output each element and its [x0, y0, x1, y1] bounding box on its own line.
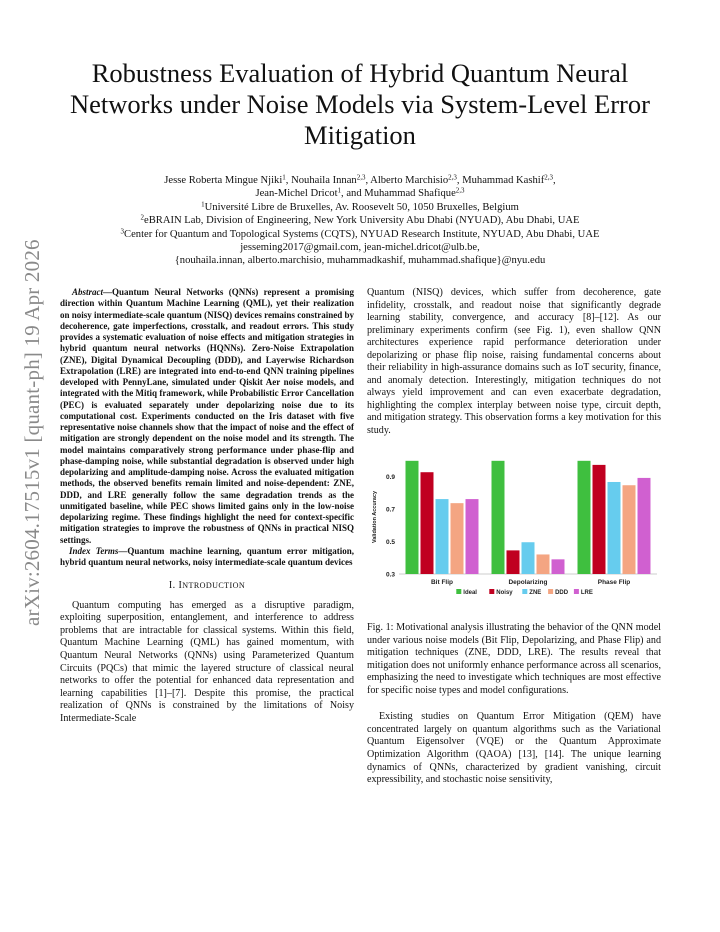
affiliation-text: Université Libre de Bruxelles, Av. Roosevelt 50, 1050 Bruxelles, Belgium — [204, 201, 519, 213]
affiliation-1 — [60, 201, 660, 214]
bar-noisy-phase-flip — [593, 464, 606, 573]
author-name: , Alberto Marchisio — [365, 175, 449, 186]
author-sup: 2,3 — [544, 173, 554, 182]
x-category-label: Phase Flip — [597, 578, 631, 586]
x-category-label: Bit Flip — [430, 578, 454, 586]
bar-ddd-depolarizing — [537, 554, 550, 574]
legend-swatch-noisy — [489, 589, 494, 594]
y-tick-label: 0.7 — [385, 505, 395, 513]
bar-chart — [367, 452, 661, 610]
arxiv-stamp: arXiv:2604.17515v1 [quant-ph] 19 Apr 2026 — [20, 239, 44, 626]
legend-swatch-ddd — [548, 589, 553, 594]
y-tick-label: 0.9 — [385, 473, 395, 481]
bar-zne-depolarizing — [522, 542, 535, 574]
section-numeral: I. — [168, 580, 179, 592]
y-axis-label: Validation Accuracy — [372, 490, 378, 543]
abstract — [60, 287, 354, 546]
section-heading-introduction — [60, 580, 354, 593]
figure-1-caption: Fig. 1: Motivational analysis illustrating the behavior of the QNN model under various noise models (Bit Flip, Depolarizing, and Phase Flip) and mitigation techniques (ZNE, DDD, LRE). The results reveal that mitigation does not uniformly enhance performance across all scenarios, emphasizing the need to investigate which techniques are most effective for specific noise types and model configurations. — [367, 622, 661, 696]
bar-noisy-depolarizing — [507, 550, 520, 574]
y-tick-label: 0.3 — [385, 571, 395, 579]
x-category-label: Depolarizing — [508, 578, 548, 586]
author-sup: 2,3 — [448, 173, 457, 182]
affiliation-text: eBRAIN Lab, Division of Engineering, New York University Abu Dhabi (NYUAD), Abu Dhabi, UAE — [144, 215, 580, 227]
author-line-1 — [60, 174, 660, 187]
bar-lre-depolarizing — [552, 559, 565, 574]
left-column — [60, 287, 354, 725]
intro-paragraph-1: Quantum computing has emerged as a disruptive paradigm, exploiting superposition, entanglement, and interference to address problems that are intractable for classical systems. Within this field, Quantum Machine Learning (QML) has gained momentum, with Quantum Neural Networks (QNNs) using Parameterized Quantum Circuits (PQCs) that mimic the layered structure of classical neural networks to offer the potential for enhanced data representation and learning capabilities [1]–[7]. Despite this promise, the practical realization of QNNs is constrained by the limitations of Noisy Intermediate-Scale — [60, 599, 354, 724]
bar-lre-bit-flip — [466, 499, 479, 574]
legend-swatch-zne — [522, 589, 527, 594]
abstract-text: —Quantum Neural Networks (QNNs) represent a promising direction within Quantum Machine Learning (QML), yet their realization on noisy intermediate-scale quantum (NISQ) devices remains constrained by decoherence, gate imperfections, crosstalk, and readout errors. This study provides a systematic evaluation of noise effects and mitigation strategies in hybrid quantum neural networks (HQNNs). Zero-Noise Extrapolation (ZNE), Digital Dynamical Decoupling (DDD), and Layerwise Richardson Extrapolation (LRE) are integrated into end-to-end QNN training pipelines developed with PennyLane, simulated under Qiskit Aer noise models, and integrated with the Mitiq framework, while Probabilistic Error Cancellation (PEC) is evaluated separately under depolarizing noise due to its computational cost. Experiments conducted on the Iris dataset with five representative noise channels show that the impact of noise and the effect of mitigation are strongly dependent on the noise model and its strength. The model maintains comparatively strong performance under phase-flip and phase-damping noise, while substantial degradation is observed under high depolarizing and amplitude-damping noise. Across the evaluated mitigation methods, the observed benefits remain limited and noise-dependent: ZNE, DDD, and LRE generally follow the same degradation trends as the unmitigated baseline, while PEC shows limited gains only in the low-noise depolarizing regime. These findings highlight the need for context-specific mitigation strategies to improve the robustness of QNNs in practical NISQ settings. — [60, 287, 354, 545]
affiliation-sup: 3 — [120, 227, 125, 236]
affiliation-text: Center for Quantum and Topological Systems (CQTS), NYUAD Research Institute, NYUAD, Abu Dhabi, UAE — [124, 228, 600, 240]
legend-label-lre: LRE — [580, 589, 593, 596]
bar-ddd-bit-flip — [451, 503, 464, 574]
author-name: Jean-Michel Dricot — [255, 188, 338, 200]
paper-title: Robustness Evaluation of Hybrid Quantum Neural Networks under Noise Models via System-Level Error Mitigation — [70, 58, 650, 150]
legend-label-ddd: DDD — [555, 589, 569, 596]
author-sup: 2,3 — [356, 173, 366, 182]
legend-swatch-lre — [574, 589, 579, 594]
bar-zne-bit-flip — [436, 499, 449, 574]
section-cap: I — [178, 580, 183, 592]
author-name: , Nouhaila Innan — [285, 175, 357, 186]
figure-1 — [367, 452, 661, 615]
bar-noisy-bit-flip — [421, 472, 434, 574]
author-name: Jesse Roberta Mingue Njiki — [164, 175, 283, 186]
email-line-2: {nouhaila.innan, alberto.marchisio, muhammadkashif, muhammad.shafique}@nyu.edu — [174, 255, 546, 267]
index-terms — [60, 546, 354, 569]
author-sup: 1 — [337, 186, 342, 195]
legend-label-noisy: Noisy — [496, 589, 513, 596]
bar-zne-phase-flip — [608, 482, 621, 574]
legend-swatch-ideal — [456, 589, 461, 594]
affiliation-sup: 1 — [201, 200, 205, 209]
legend-label-zne: ZNE — [529, 589, 542, 596]
right-paragraph-1: Quantum (NISQ) devices, which suffer from decoherence, gate infidelity, crosstalk, and readout noise that significantly degrade learning stability, convergence, and accuracy [8]–[12]. As our preliminary experiments confirm (see Fig. 1), even shallow QNN architectures experience rapid performance deterioration under depolarizing or phase flip noise, raising fundamental concerns about their reliability in high-assurance domains such as IoT security, finance, and anomaly detection. Interestingly, mitigation techniques do not always yield improvement and can even exacerbate degradation, highlighting the complex interplay between noise type, circuit depth, and mitigation strategy. This observation forms a key motivation for this study. — [367, 287, 661, 437]
author-sup: 2,3 — [455, 186, 465, 195]
bar-lre-phase-flip — [638, 477, 651, 573]
author-separator: , — [553, 175, 556, 186]
section-rest: NTRODUCTION — [182, 581, 246, 591]
author-sup: 1 — [282, 173, 286, 182]
y-tick-label: 0.5 — [385, 538, 395, 546]
index-terms-text: —Quantum machine learning, quantum error mitigation, hybrid quantum neural networks, noisy intermediate-scale quantum devices — [60, 545, 354, 567]
affiliation-3 — [60, 228, 660, 241]
index-terms-lead: Index Terms — [69, 545, 119, 556]
affiliation-2 — [60, 214, 660, 227]
author-name: , Muhammad Kashif — [456, 175, 545, 186]
bar-ideal-depolarizing — [492, 460, 505, 573]
abstract-lead: Abstract — [72, 287, 104, 297]
affiliation-sup: 2 — [140, 213, 144, 222]
right-column — [367, 287, 661, 787]
right-paragraph-2: Existing studies on Quantum Error Mitigation (QEM) have concentrated largely on quantum algorithms such as the Variational Quantum Eigensolver (VQE) or the Quantum Approximate Optimization Algorithm (QAOA) [13], [14]. The unique learning dynamics of QNNs, characterized by gradient vanishing, circuit expressibility, and stochastic noise sensitivity, — [367, 711, 661, 786]
author-block — [60, 174, 660, 268]
bar-ddd-phase-flip — [623, 485, 636, 574]
author-name: , and Muhammad Shafique — [341, 188, 456, 200]
bar-ideal-bit-flip — [406, 460, 419, 573]
legend-label-ideal: Ideal — [463, 589, 477, 596]
email-line-1: jesseming2017@gmail.com, jean-michel.dricot@ulb.be, — [240, 242, 480, 254]
bar-ideal-phase-flip — [578, 460, 591, 573]
author-line-2 — [60, 187, 660, 200]
